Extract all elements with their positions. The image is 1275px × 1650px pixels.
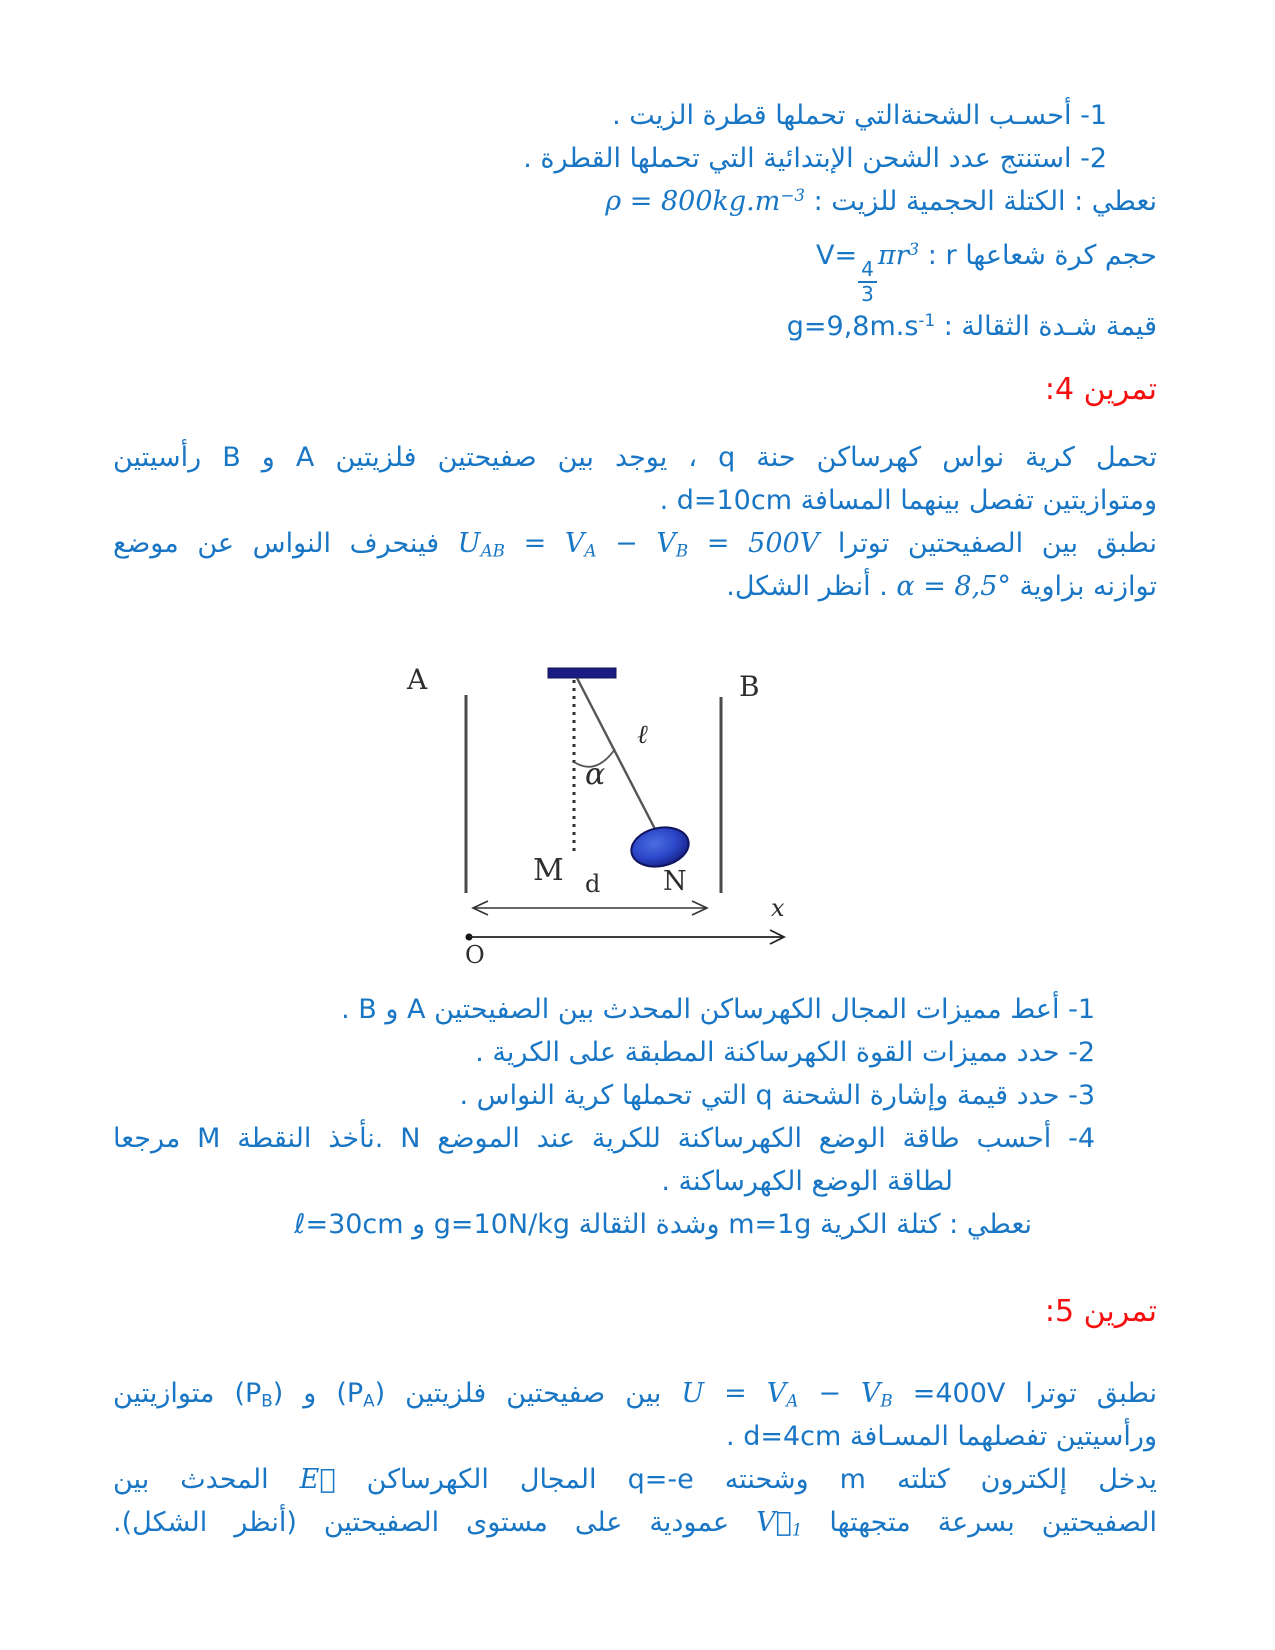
- ex4-givens: نعطي : كتلة الكرية m=1g وشدة الثقالة g=10N/kg و ℓ=30cm: [294, 1209, 1032, 1240]
- distance-d-label: d: [585, 870, 601, 898]
- ex4-question-4-continuation: لطاقة الوضع الكهرساكنة .: [661, 1166, 953, 1197]
- angle-alpha-label: α: [585, 757, 606, 792]
- ex4-question-4: 4- أحسب طاقة الوضع الكهرساكنة للكرية عند الموضع N .نأخذ النقطة M مرجعا: [113, 1123, 1096, 1154]
- plate-a-label: A: [407, 663, 428, 696]
- ex4-para-line4: [113, 565, 1157, 608]
- v1-vector: $V⃗_1$: [756, 1507, 803, 1540]
- plate-pa-token: $(P_A)$: [336, 1378, 386, 1411]
- density-formula: $\rho = 800kg.m^{-3}$: [605, 184, 805, 217]
- exercise4-questions: [113, 988, 1157, 1246]
- ex4-line4-post: . أنظر الشكل.: [726, 571, 888, 602]
- ex3-gravity-label: قيمة شـدة الثقالة :: [943, 311, 1157, 343]
- u-formula: $U = V_A - V_B =400V$: [681, 1378, 1006, 1411]
- ex4-question-2: 2- حدد مميزات القوة الكهرساكنة المطبقة على الكرية .: [475, 1037, 1095, 1068]
- exercise5-intro: [113, 1372, 1157, 1544]
- point-n-label: N: [663, 866, 687, 897]
- ex4-question-3: 3- حدد قيمة وإشارة الشحنة q التي تحملها كرية النواس .: [459, 1080, 1095, 1111]
- ex3-item-1: 1- أحسـب الشحنةالتي تحملها قطرة الزيت .: [612, 100, 1107, 131]
- alpha-value: α = 8,5°: [896, 571, 1011, 602]
- exercise4-heading: تمرين 4:: [1044, 372, 1157, 407]
- ex5-line1-post: متوازيتين: [113, 1378, 215, 1409]
- ex5-line4-post: عمودية على مستوى الصفيحتين (أنظر الشكل).: [113, 1507, 730, 1538]
- volume-formula: V= $\frac{4}{3}$ $\pi r^3$ : r: [816, 238, 957, 307]
- ex5-and-word: و: [303, 1378, 317, 1409]
- string-length-label: ℓ: [637, 720, 648, 750]
- ex5-line3-post: المحدث بين: [113, 1464, 269, 1495]
- origin-o-label: O: [465, 941, 485, 969]
- pendulum-figure: [385, 640, 815, 980]
- exercise3-tail: [113, 94, 1157, 348]
- ex4-line3-post: فينحرف النواس عن موضع: [113, 528, 440, 559]
- ex3-density-label: نعطي : الكتلة الحجمية للزيت :: [813, 186, 1157, 217]
- exercise4-intro: [113, 436, 1157, 608]
- ex5-line1-pre: نطبق توترا: [1025, 1378, 1158, 1409]
- ex5-line3-pre: يدخل إلكترون كتلته m وشحنته q=-e المجال الكهرساكن: [366, 1464, 1158, 1495]
- ex4-para-line3: [113, 522, 1157, 565]
- ex5-line1-mid: بين صفيحتين فلزيتين: [405, 1378, 662, 1409]
- plate-b-label: B: [739, 670, 760, 703]
- ex5-para-line1: [113, 1372, 1157, 1415]
- ex3-item-2: 2- استنتج عدد الشحن الإبتدائية التي تحملها القطرة .: [523, 143, 1107, 174]
- exercise5-heading: تمرين 5:: [1044, 1294, 1157, 1329]
- u-value: =400V: [912, 1378, 1006, 1409]
- ex3-density-line: [113, 180, 1157, 223]
- e-field-vector: E⃗: [299, 1464, 336, 1495]
- ex5-para-line4: [113, 1501, 1157, 1544]
- ex4-line4-pre: توازنه بزاوية: [1019, 571, 1157, 602]
- point-m-label: M: [533, 853, 564, 888]
- ex4-line3-pre: نطبق بين الصفيحتين توترا: [837, 528, 1157, 559]
- uab-formula: $U_{AB} = V_A - V_B = 500V$: [457, 528, 820, 561]
- ex3-gravity-line: [113, 305, 1157, 348]
- ex5-line4-pre: الصفيحتين بسرعة متجهتها: [829, 1507, 1158, 1538]
- ex5-para-line3: [113, 1458, 1157, 1501]
- ex4-para-line1: تحمل كرية نواس كهرساكن حنة q ، يوجد بين صفيحتين فلزيتين A و B رأسيتين: [113, 442, 1157, 473]
- ex3-volume-label: حجم كرة شعاعها: [965, 240, 1157, 271]
- fraction-four-thirds: $\frac{4}{3}$: [858, 259, 877, 305]
- ex3-volume-line: [113, 223, 1157, 305]
- ex4-para-line2: ومتوازيتين تفصل بينهما المسافة d=10cm .: [659, 485, 1157, 516]
- x-axis-label: x: [771, 894, 785, 922]
- ex5-para-line2: ورأسيتين تفصلهما المسـافة d=4cm .: [726, 1421, 1157, 1452]
- ex4-question-1: 1- أعط مميزات المجال الكهرساكن المحدث بين الصفيحتين A و B .: [341, 994, 1095, 1025]
- gravity-formula: $g=9,8m.s^{-1}$: [786, 310, 936, 343]
- plate-pb-token: $(P_B)$: [234, 1378, 284, 1411]
